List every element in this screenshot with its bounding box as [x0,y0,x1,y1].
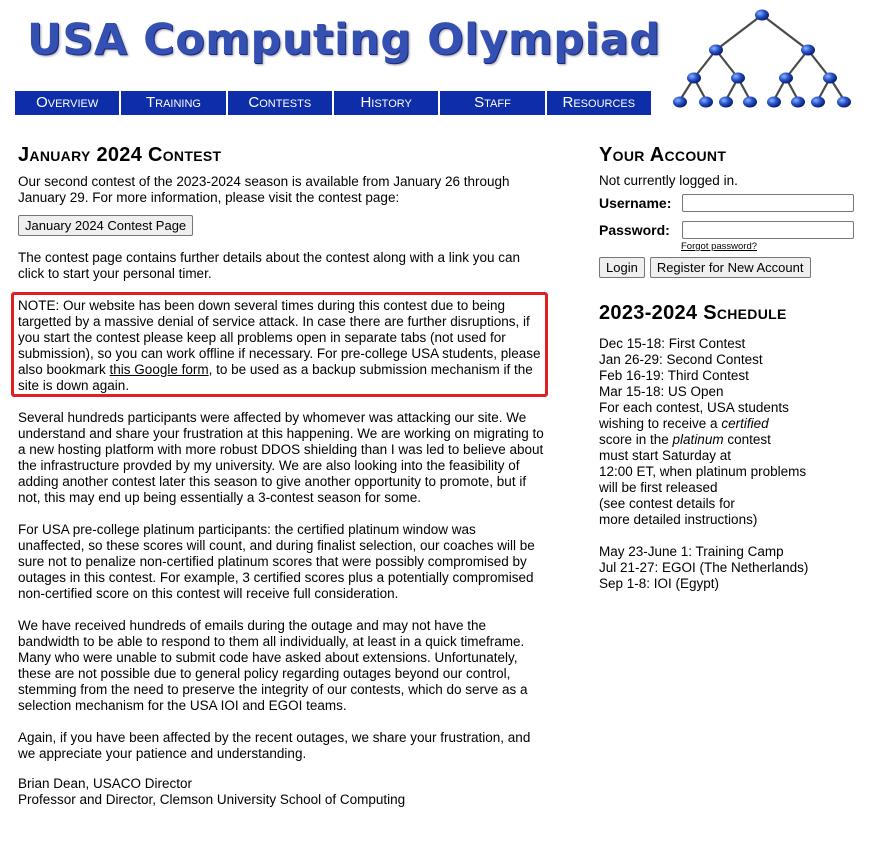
schedule-note-text: wishing to receive a [599,416,722,431]
main-content [18,144,546,808]
schedule-note-emph: certified [721,416,769,431]
schedule-list [599,336,869,528]
site-title: USA Computing Olympiad [27,15,661,65]
schedule-item: Dec 15-18: First Contest [599,336,746,351]
nav-staff[interactable]: Staff [440,91,546,115]
password-input[interactable] [682,221,854,239]
schedule-item: Feb 16-19: Third Contest [599,368,749,383]
nav-overview[interactable]: Overview [15,91,121,115]
nav-resources[interactable]: Resources [547,91,651,115]
schedule-note-text: score in the [599,432,673,447]
username-input[interactable] [682,194,854,212]
schedule-note: more detailed instructions) [599,512,758,527]
tree-logo-icon [668,6,858,114]
outage-note-text-end: , to be used as a backup submission mechanism if the site is down again. [18,362,533,393]
schedule-note: must start Saturday at [599,448,732,463]
schedule-note-emph: platinum [672,432,724,447]
outage-note-text: NOTE: Our website has been down several times during this contest due to being targetted by a massive denial of service attack. In case there are further disruptions, if you start the contest please keep all problems open in separate tabs (not used for submission), so you can work offline if necessary. For pre-college USA students, please also bookmark [18,298,541,377]
schedule-heading: 2023-2024 Schedule [599,302,787,324]
sidebar [599,144,869,592]
again-paragraph: Again, if you have been affected by the recent outages, we share your frustration, and we appreciate your patience and understanding. [18,730,531,761]
platinum-paragraph: For USA pre-college platinum participants: the certified platinum window was unaffected, so these scores will count, and during finalist selection, our coaches will be sure not to penalize non-certified platinum scores that were possibly compromised by outages in this contest. For example, 3 certified scores plus a potentially compromised non-certified score on this contest will receive full consideration. [18,522,535,601]
password-label: Password: [599,222,670,238]
schedule-note: 12:00 ET, when platinum problems [599,464,807,479]
schedule-note [599,416,869,432]
register-button[interactable]: Register for New Account [650,257,811,278]
affected-paragraph: Several hundreds participants were affected by whomever was attacking our site. We understand and share your frustration at this happening. We are working on migrating to a new hosting platform with more robust DDOS shielding than I was led to believe about the infrastructure provded by my university. We are also looking into the feasibility of adding another contest later this season to give another opportunity to promote, but if not, this may end up being essentially a 3-contest season for some. [18,410,544,505]
nav-history[interactable]: History [334,91,440,115]
schedule-item: Mar 15-18: US Open [599,384,724,399]
signature [18,776,546,808]
account-heading: Your Account [599,144,727,166]
contest-details: The contest page contains further details about the contest along with a link you can click to start your personal timer. [18,250,521,281]
schedule-note-text: contest [723,432,771,447]
schedule-note: For each contest, USA students [599,400,789,415]
schedule-item: Jan 26-29: Second Contest [599,352,763,367]
schedule-note: (see contest details for [599,496,735,511]
nav-contests[interactable]: Contests [228,91,334,115]
schedule-note: will be first released [599,480,718,495]
note-highlight-box [11,292,548,397]
signature-name: Brian Dean, USACO Director [18,776,193,791]
contest-heading: January 2024 Contest [18,144,222,166]
forgot-password-link[interactable]: Forgot password? [681,241,758,252]
contest-intro: Our second contest of the 2023-2024 season is available from January 26 through January 29. For more information, please visit the contest page: [18,174,510,205]
emails-paragraph: We have received hundreds of emails during the outage and may not have the bandwidth to be able to respond to them all individually, at least in a quick timeframe. Many who were unable to submit code have asked about extensions. Unfortunately, these are not possible due to general policy regarding outages beyond our control, stemming from the need to preserve the integrity of our contests, which do serve as a selection mechanism for the USA IOI and EGOI teams. [18,618,528,713]
main-nav [15,91,651,115]
signature-title: Professor and Director, Clemson University School of Computing [18,792,406,807]
login-button[interactable]: Login [599,257,645,278]
nav-training[interactable]: Training [121,91,227,115]
google-form-link[interactable]: this Google form [109,362,209,377]
username-label: Username: [599,195,672,211]
event-item: Sep 1-8: IOI (Egypt) [599,576,720,591]
event-item: Jul 21-27: EGOI (The Netherlands) [599,560,809,575]
login-status: Not currently logged in. [599,173,738,188]
schedule-note [599,432,869,448]
event-list [599,544,869,592]
event-item: May 23-June 1: Training Camp [599,544,784,559]
contest-page-button[interactable]: January 2024 Contest Page [18,215,193,236]
